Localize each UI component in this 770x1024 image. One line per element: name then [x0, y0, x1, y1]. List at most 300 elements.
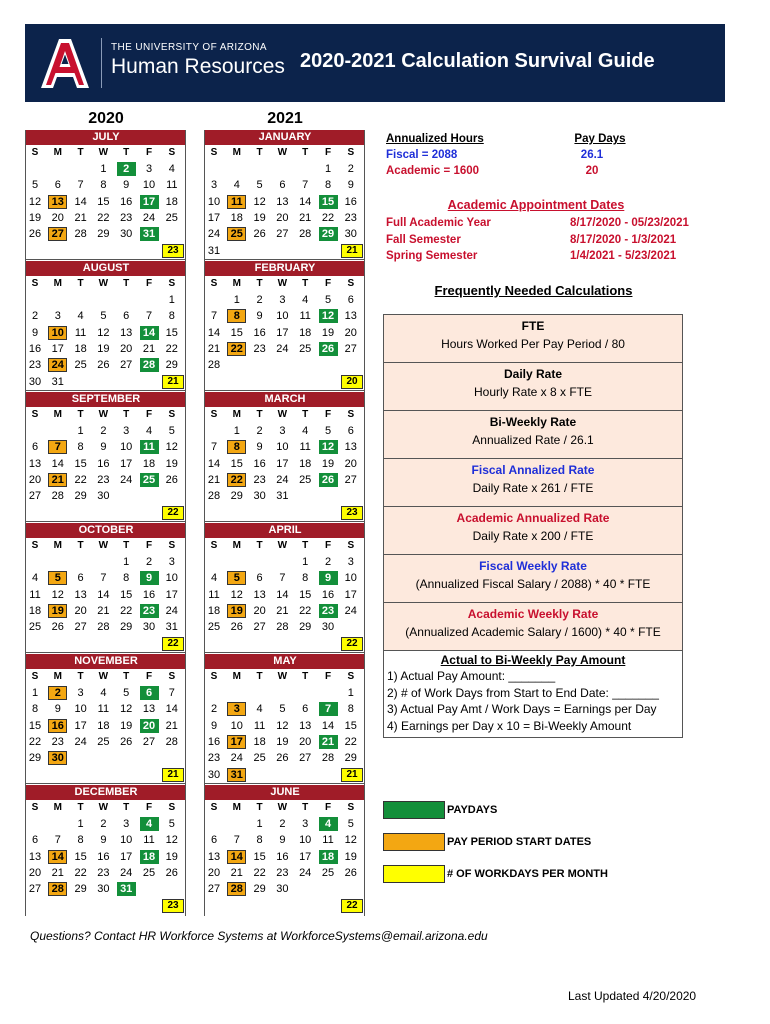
weekday-label: S	[347, 671, 355, 682]
calendar-day: 29	[97, 228, 110, 241]
weekday-label: T	[77, 409, 84, 420]
calendar-day: 28	[74, 228, 87, 241]
calendar-day: 21	[207, 342, 221, 355]
calendar-day: 20	[253, 604, 266, 617]
calendar-day: 26	[253, 228, 266, 241]
calendar-day: 2	[347, 163, 354, 175]
calendar-day: 16	[276, 850, 289, 863]
calendar-day: 4	[233, 179, 240, 192]
calendar-day: 11	[74, 326, 87, 339]
calendar-day: 30	[97, 490, 110, 503]
calendar-day: 19	[321, 326, 335, 339]
calendar-day: 20	[299, 735, 312, 748]
weekday-label: W	[277, 540, 288, 551]
calendar-day: 16	[344, 195, 357, 208]
weekday-label: S	[31, 540, 39, 551]
weekday-label: M	[53, 540, 62, 551]
calendar-day: 27	[344, 473, 357, 486]
calendar-day: 19	[253, 211, 266, 224]
calculation-title: FTE	[521, 319, 545, 333]
weekday-label: S	[347, 802, 355, 813]
calendar-day: 9	[256, 441, 263, 454]
calendar-day: 23	[319, 604, 338, 618]
calculation-formula: (Annualized Academic Salary / 1600) * 40 * FTE	[405, 625, 661, 639]
weekday-label: S	[168, 802, 176, 813]
weekday-label: S	[31, 409, 39, 420]
month-january	[205, 130, 365, 260]
calendar-day: 22	[253, 866, 266, 879]
academic-dates-heading: Academic Appointment Dates	[447, 198, 625, 212]
calendar-day: 31	[165, 621, 178, 634]
weekday-label: M	[53, 147, 62, 158]
calculation-cell	[384, 507, 682, 555]
calendar-day: 27	[28, 490, 42, 503]
calculation-formula: Annualized Rate / 26.1	[472, 433, 594, 447]
calendar-day: 20	[276, 211, 289, 224]
calendar-day: 14	[165, 703, 178, 716]
calendar-day: 1	[302, 556, 309, 568]
calendar-day: 29	[74, 490, 87, 503]
calendar-day: 5	[168, 818, 175, 830]
calendar-day: 19	[165, 457, 178, 470]
academic-date-range: 8/17/2020 - 05/23/2021	[570, 217, 689, 229]
calendar-day: 1	[324, 163, 332, 175]
calendar-day: 3	[123, 425, 130, 437]
calendar-day: 8	[256, 834, 263, 847]
actual-pay-title: Actual to Bi-Weekly Pay Amount	[440, 653, 626, 667]
month-name: APRIL	[205, 523, 365, 538]
legend-swatch	[383, 865, 445, 883]
calendar-day: 29	[299, 621, 312, 634]
calendar-day: 23	[97, 473, 110, 486]
calendar-day: 17	[299, 850, 312, 863]
weekday-label: F	[145, 278, 153, 289]
calendar-day: 29	[28, 752, 42, 765]
calendar-day: 25	[299, 342, 312, 355]
month-divider	[26, 783, 186, 784]
academic-date-label: Fall Semester	[386, 233, 461, 246]
weekday-label: S	[31, 671, 39, 682]
calendar-day: 26	[319, 342, 338, 356]
calendar-day: 21	[142, 342, 156, 355]
calendar-day: 6	[140, 686, 159, 700]
calendar-day: 6	[347, 294, 354, 306]
weekday-label: S	[31, 278, 39, 289]
calendar-day: 31	[117, 882, 136, 896]
calendar-day: 17	[120, 457, 133, 470]
guide-title: 2020-2021 Calculation Survival Guide	[300, 50, 655, 72]
month-name: OCTOBER	[26, 523, 186, 538]
calendar-day: 17	[227, 735, 246, 749]
calendar-day: 8	[31, 703, 39, 716]
calendar-day: 28	[165, 735, 178, 748]
calendar-day: 10	[120, 441, 133, 454]
calendar-day: 14	[299, 195, 312, 208]
calendar-day: 20	[344, 326, 357, 339]
calendar-day: 12	[28, 195, 42, 208]
calendar-day: 21	[165, 719, 178, 732]
weekday-label: W	[277, 409, 288, 420]
last-updated: Last Updated 4/20/2020	[568, 989, 697, 1003]
weekday-label: F	[324, 540, 332, 551]
calendar-day: 11	[299, 441, 311, 454]
calculation-formula: (Annualized Fiscal Salary / 2088) * 40 * FTE	[415, 577, 651, 591]
weekday-label: T	[256, 671, 263, 682]
calendar-day: 3	[302, 818, 309, 830]
calendar-day: 10	[344, 572, 357, 585]
calendar-day: 5	[100, 310, 107, 323]
calendar-day: 28	[227, 882, 246, 896]
weekday-label: T	[256, 409, 263, 420]
actual-pay-step: 1) Actual Pay Amount: _______	[387, 669, 556, 683]
calendar-day: 18	[142, 457, 156, 470]
calendar-day: 8	[77, 441, 84, 454]
calendar-day: 5	[227, 571, 246, 585]
weekday-label: T	[77, 278, 84, 289]
calendar-day: 14	[227, 850, 246, 864]
calendar-day: 18	[207, 604, 221, 617]
calendar-day: 2	[256, 425, 263, 437]
calendar-day: 11	[97, 703, 110, 716]
calendar-day: 21	[299, 211, 312, 224]
weekday-label: T	[302, 147, 309, 158]
calendar-day: 26	[344, 866, 357, 879]
weekday-label: F	[324, 802, 332, 813]
calculation-title: Fiscal Weekly Rate	[479, 559, 587, 573]
calendar-day: 24	[165, 604, 178, 617]
calendar-day: 1	[77, 818, 84, 830]
calendar-day: 1	[31, 687, 39, 699]
calendar-day: 13	[299, 719, 312, 732]
calendar-day: 26	[319, 473, 338, 487]
calendar-day: 11	[143, 834, 155, 847]
weekday-label: M	[232, 802, 241, 813]
annualized-hours-heading: Annualized Hours	[386, 133, 484, 145]
weekday-label: W	[98, 671, 109, 682]
calendar-day: 22	[97, 211, 110, 224]
calendar-day: 13	[344, 310, 357, 323]
calendar-day: 29	[344, 752, 357, 765]
calendar-day: 14	[207, 326, 221, 339]
month-divider	[205, 390, 365, 391]
weekday-label: F	[145, 802, 153, 813]
calendar-day: 13	[276, 195, 289, 208]
column-border	[364, 130, 365, 916]
calendar-day: 15	[165, 326, 178, 339]
calendar-day: 4	[100, 687, 107, 699]
calculation-cell	[384, 603, 682, 651]
calendar-day: 13	[142, 703, 156, 716]
calendar-day: 18	[28, 604, 42, 617]
calendar-day: 16	[28, 342, 42, 355]
calendar-day: 6	[279, 179, 286, 192]
calendar-day: 16	[253, 326, 266, 339]
calendar-day: 15	[319, 195, 338, 209]
calendar-day: 6	[77, 572, 84, 585]
year-2020: 2020	[88, 110, 124, 127]
legend-label: # OF WORKDAYS PER MONTH	[447, 868, 608, 880]
month-divider	[26, 652, 186, 653]
paydays-heading: Pay Days	[574, 133, 626, 145]
calendar-day: 25	[321, 866, 335, 879]
calendar-day: 1	[233, 294, 240, 306]
month-name: FEBRUARY	[205, 261, 365, 276]
workdays-count: 22	[162, 506, 184, 520]
month-name: MAY	[205, 654, 365, 669]
calendar-day: 25	[28, 621, 42, 634]
calendar-day: 19	[120, 719, 133, 732]
weekday-label: M	[53, 409, 62, 420]
calendar-day: 16	[120, 195, 133, 208]
calendar-day: 3	[77, 687, 84, 699]
calendar-day: 11	[208, 588, 220, 601]
calendar-day: 12	[319, 440, 338, 454]
calendar-day: 1	[233, 425, 240, 437]
weekday-label: S	[347, 540, 355, 551]
calendar-day: 22	[299, 604, 312, 617]
weekday-label: M	[232, 409, 241, 420]
weekday-label: W	[98, 147, 109, 158]
weekday-label: F	[324, 409, 332, 420]
calendar-day: 24	[276, 342, 289, 355]
calendar-day: 24	[299, 866, 312, 879]
calendar-day: 18	[97, 719, 110, 732]
weekday-label: T	[123, 278, 130, 289]
department-name: Human Resources	[111, 55, 285, 78]
calendar-day: 17	[276, 326, 289, 339]
weekday-label: M	[232, 147, 241, 158]
calendar-day: 3	[347, 556, 354, 568]
calendar-day: 24	[74, 735, 87, 748]
calendar-day: 9	[100, 834, 107, 847]
calendar-day: 27	[142, 735, 156, 748]
month-name: MARCH	[205, 392, 365, 407]
calendar-day: 15	[299, 588, 312, 601]
calendar-day: 5	[256, 179, 263, 192]
calendar-day: 20	[74, 604, 87, 617]
calendar-day: 2	[324, 556, 332, 568]
month-name: JUNE	[205, 785, 365, 800]
calendar-day: 4	[77, 310, 84, 323]
weekday-label: T	[302, 278, 309, 289]
calendar-day: 21	[74, 211, 87, 224]
calendar-day: 13	[253, 588, 266, 601]
calendar-day: 17	[140, 195, 159, 209]
calendar-day: 27	[299, 752, 312, 765]
year-2021: 2021	[267, 110, 303, 127]
calendar-day: 22	[321, 211, 335, 224]
calendar-day: 14	[321, 719, 335, 732]
legend-label: PAY PERIOD START DATES	[447, 836, 592, 848]
weekday-label: S	[210, 802, 218, 813]
calendar-day: 5	[168, 425, 175, 437]
calendar-day: 24	[276, 473, 289, 486]
calculation-title: Daily Rate	[503, 367, 563, 381]
month-name: NOVEMBER	[26, 654, 186, 669]
calendar-day: 1	[347, 687, 354, 699]
month-name: AUGUST	[26, 261, 186, 276]
weekday-label: F	[324, 671, 332, 682]
calendar-day: 16	[97, 850, 110, 863]
calendar-day: 3	[168, 556, 175, 568]
month-divider	[26, 259, 186, 260]
calculation-cell	[384, 315, 682, 363]
calendar-day: 26	[276, 752, 289, 765]
calendar-day: 1	[100, 163, 107, 175]
calendar-day: 22	[120, 604, 133, 617]
weekday-label: F	[324, 278, 332, 289]
calendar-day: 11	[299, 310, 311, 323]
calendar-day: 12	[51, 588, 64, 601]
weekday-label: W	[98, 540, 109, 551]
month-divider	[26, 390, 186, 391]
calendar-day: 23	[253, 342, 266, 355]
calendar-day: 1	[77, 425, 84, 437]
calendar-day: 19	[28, 211, 42, 224]
month-may	[205, 654, 365, 784]
calendar-day: 18	[299, 457, 312, 470]
calendar-day: 24	[142, 211, 156, 224]
weekday-label: T	[256, 540, 263, 551]
calendar-day: 5	[279, 703, 286, 716]
calendar-day: 15	[230, 457, 243, 470]
calculation-formula: Daily Rate x 261 / FTE	[472, 481, 594, 495]
calendar-day: 3	[123, 818, 130, 830]
calendar-day: 7	[100, 572, 107, 585]
workdays-count: 20	[341, 375, 363, 389]
weekday-label: T	[123, 540, 130, 551]
calendar-day: 23	[97, 866, 110, 879]
calendar-day: 29	[74, 883, 87, 896]
calendar-day: 23	[140, 604, 159, 618]
calendar-day: 16	[321, 588, 335, 601]
calendar-day: 15	[344, 719, 357, 732]
weekday-label: W	[277, 671, 288, 682]
calendar-day: 23	[28, 359, 42, 372]
weekday-label: F	[145, 409, 153, 420]
calendar-day: 20	[51, 211, 64, 224]
calendar-day: 12	[120, 703, 133, 716]
month-november	[26, 654, 186, 784]
calendar-day: 22	[344, 735, 357, 748]
calendar-day: 6	[54, 179, 61, 192]
calendar-day: 9	[54, 703, 61, 716]
calendar-day: 18	[165, 195, 178, 208]
calendar-day: 17	[276, 457, 289, 470]
calendar-day: 2	[100, 425, 107, 437]
calendar-day: 12	[253, 195, 266, 208]
calculations-cells	[384, 315, 682, 651]
calendar-day: 24	[230, 752, 243, 765]
calendar-day: 19	[48, 604, 67, 618]
calendar-day: 26	[165, 473, 178, 486]
calendar-day: 19	[276, 735, 289, 748]
calendar-day: 8	[347, 703, 354, 716]
calculation-title: Bi-Weekly Rate	[489, 415, 577, 429]
calendar-day: 21	[207, 473, 221, 486]
calendar-day: 31	[276, 490, 289, 503]
calendar-day: 29	[319, 227, 338, 241]
month-divider	[205, 783, 365, 784]
calendar-day: 17	[344, 588, 357, 601]
calendar-day: 18	[230, 211, 243, 224]
calendar-day: 19	[165, 850, 178, 863]
column-border	[25, 130, 26, 916]
calculation-cell	[384, 459, 682, 507]
calendar-day: 30	[28, 375, 42, 388]
month-july	[26, 130, 186, 260]
calendar-day: 28	[207, 359, 221, 372]
academic-date-label: Spring Semester	[386, 250, 478, 262]
calendar-day: 30	[120, 228, 133, 241]
calendar-day: 14	[140, 326, 159, 340]
calendar-day: 30	[276, 883, 289, 896]
calendar-day: 26	[120, 735, 133, 748]
annualized-fiscal: Fiscal = 2088	[386, 149, 458, 161]
calendar-day: 7	[279, 572, 286, 585]
calendar-day: 10	[165, 572, 178, 585]
weekday-label: W	[277, 802, 288, 813]
calculation-title: Fiscal Annalized Rate	[471, 463, 595, 477]
calendar-day: 9	[123, 179, 130, 192]
calendar-day: 7	[319, 702, 338, 716]
month-august	[26, 261, 186, 391]
calendar-day: 12	[344, 834, 357, 847]
calendar-day: 8	[227, 309, 246, 323]
month-name: JULY	[26, 130, 186, 145]
month-divider	[26, 521, 186, 522]
calendar-day: 6	[31, 834, 39, 847]
calendar-day: 2	[256, 294, 263, 306]
weekday-label: S	[31, 147, 39, 158]
calendar-day: 2	[31, 310, 39, 323]
weekday-label: T	[123, 671, 130, 682]
calendar-day: 3	[279, 294, 286, 306]
calendar-day: 12	[230, 588, 243, 601]
calendar-day: 16	[253, 457, 266, 470]
weekday-label: T	[123, 802, 130, 813]
calendar-day: 30	[142, 621, 156, 634]
calendar-day: 6	[31, 441, 39, 454]
weekday-label: T	[302, 671, 309, 682]
calendar-day: 11	[253, 719, 266, 732]
calendar-day: 12	[165, 834, 178, 847]
calendar-day: 10	[276, 441, 289, 454]
weekday-label: S	[168, 671, 176, 682]
weekday-label: T	[77, 802, 84, 813]
calendar-day: 12	[319, 309, 338, 323]
calendar-day: 24	[120, 866, 133, 879]
calculation-cell	[384, 555, 682, 603]
month-divider	[205, 652, 365, 653]
calendar-day: 11	[29, 588, 41, 601]
contact-note: Questions? Contact HR Workforce Systems at WorkforceSystems@email.arizona.edu	[30, 929, 488, 943]
calendar-day: 14	[48, 850, 67, 864]
calendar-day: 25	[140, 473, 159, 487]
calendar-day: 2	[210, 703, 218, 716]
month-september	[26, 392, 186, 522]
calendar-day: 12	[165, 441, 178, 454]
calendar-day: 8	[77, 834, 84, 847]
column-border	[185, 130, 186, 916]
calendar-day: 20	[28, 866, 42, 879]
calendar-day: 20	[28, 473, 42, 486]
calendar-day: 21	[276, 604, 289, 617]
calendar-day: 10	[48, 326, 67, 340]
calendar-day: 9	[100, 441, 107, 454]
legend-swatch	[383, 801, 445, 819]
calendar-day: 17	[207, 211, 221, 224]
